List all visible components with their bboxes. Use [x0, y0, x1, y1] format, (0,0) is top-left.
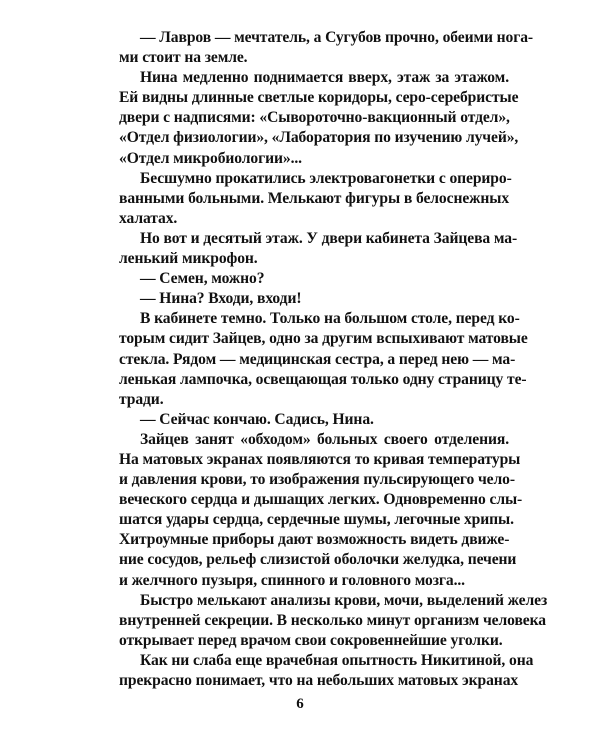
text-line: двери с надписями: «Сывороточно-вакционный отдел»,: [119, 109, 510, 127]
text-line: и желчного пузыря, спинного и головного мозга...: [119, 571, 465, 589]
paragraph: [119, 269, 509, 289]
text-line: Быстро мелькают анализы крови, мочи, выделений желез: [140, 591, 548, 609]
text-line: ми стоит на земле.: [119, 49, 248, 67]
text-line: Бесшумно прокатились электровагонетки с опериро-: [140, 169, 512, 187]
text-line: — Лавров — мечтатель, а Сугубов прочно, обеими нога-: [140, 29, 534, 46]
text-line: — Нина? Входи, входи!: [140, 290, 302, 308]
paragraph: [119, 68, 519, 168]
text-line: торым сидит Зайцев, одно за другим вспыхивают матовые: [119, 330, 528, 348]
text-line: халатах.: [119, 209, 178, 227]
text-line: и давления крови, то изображения пульсирующего чело-: [119, 471, 515, 489]
text-line: открывает перед врачом свои сокровеннейшие уголки.: [119, 631, 503, 649]
text-line: ленькая лампочка, освещающая только одну страницу те-: [119, 370, 527, 388]
paragraph: [119, 410, 509, 430]
text-line: прекрасно понимает, что на небольших матовых экранах: [119, 672, 519, 689]
text-line: тради.: [119, 390, 164, 408]
text-line: «Отдел микробиологии»...: [119, 149, 302, 167]
text-line: — Семен, можно?: [140, 270, 265, 288]
paragraph: [119, 229, 518, 269]
text-line: веческого сердца и дышащих легких. Одновременно слы-: [119, 491, 523, 509]
paragraph: [119, 169, 512, 229]
text-line: стекла. Рядом — медицинская сестра, а перед нею — ма-: [119, 350, 516, 368]
text-line: Как ни слаба еще врачебная опытность Никитиной, она: [140, 651, 534, 669]
page-number: 6: [296, 696, 304, 712]
paragraph: [119, 591, 548, 651]
text-line: Зайцев занят «обходом» больных своего отделения.: [140, 430, 509, 448]
text-line: ванными больными. Мелькают фигуры в белоснежных: [119, 189, 510, 207]
text-line: ленький микрофон.: [119, 250, 258, 268]
text-line: «Отдел физиологии», «Лаборатория по изучению лучей»,: [119, 129, 519, 147]
text-line: — Сейчас кончаю. Садись, Нина.: [140, 410, 374, 428]
text-line: Нина медленно поднимается вверх, этаж за этажом.: [140, 69, 509, 87]
page-body-text: [119, 28, 548, 691]
paragraph: [119, 289, 509, 309]
text-line: Хитроумные приборы дают возможность видеть движе-: [119, 531, 510, 549]
text-line: ние сосудов, рельеф слизистой оболочки желудка, печени: [119, 551, 517, 569]
text-line: В кабинете темно. Только на большом столе, перед ко-: [140, 310, 520, 328]
paragraph: [119, 28, 534, 68]
paragraph: [119, 309, 528, 409]
text-line: На матовых экранах появляются то кривая температуры: [119, 450, 521, 468]
paragraph: [119, 651, 534, 691]
text-line: внутренней секреции. В несколько минут организм человека: [119, 611, 546, 629]
paragraph: [119, 430, 523, 591]
text-line: Ей видны длинные светлые коридоры, серо-серебристые: [119, 89, 519, 107]
text-line: шатся удары сердца, сердечные шумы, легочные хрипы.: [119, 511, 514, 529]
text-line: Но вот и десятый этаж. У двери кабинета Зайцева ма-: [140, 229, 518, 247]
